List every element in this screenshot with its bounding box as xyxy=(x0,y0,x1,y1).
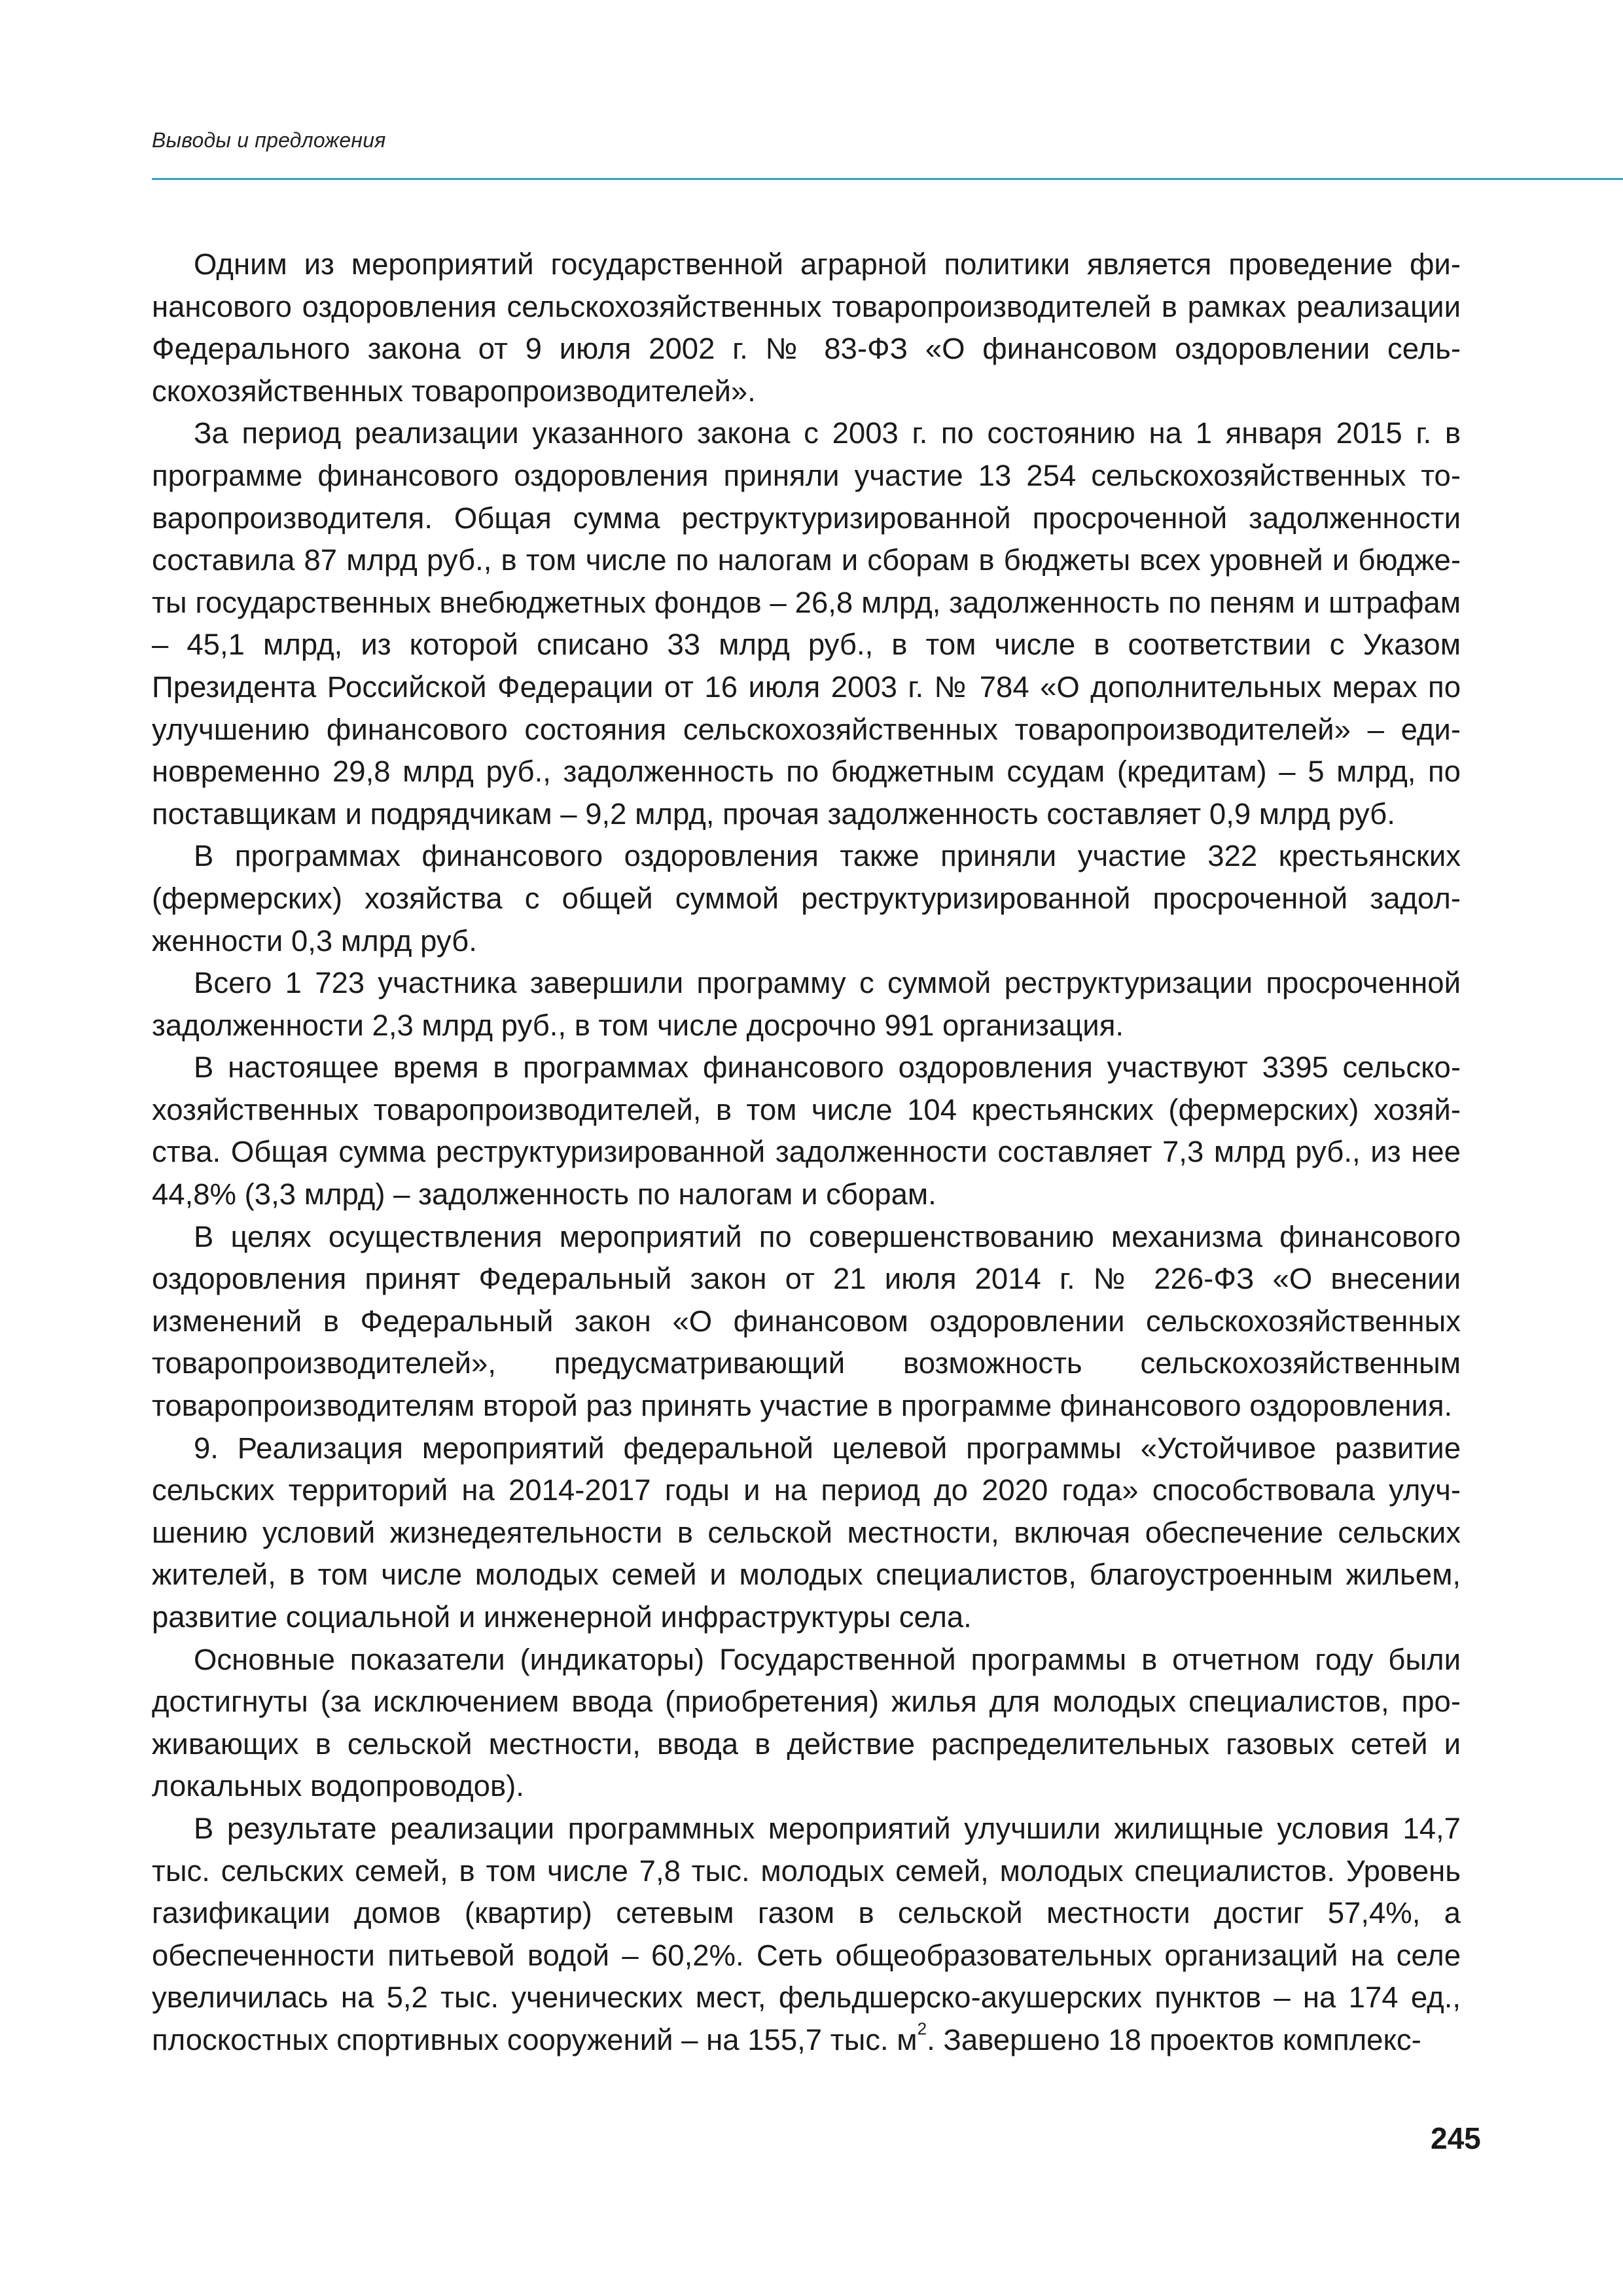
paragraph-9 xyxy=(152,1808,1461,2062)
header-divider xyxy=(152,178,1623,180)
paragraph-6: В целях осуществления мероприятий по совершенствованию механизма финансового оздоровления принят Федеральный закон от 21 июля 2014 г. № 226-ФЗ «О внесении изменений в Федеральный закон «О финансовом оздоровлении сельскохозяйственных товаропроизводителей», предусматривающий возможность сельскохозяйственным товаропроизводителям второй раз принять участие в программе финансового оздоровления. xyxy=(152,1219,1461,1423)
paragraph-4: Всего 1 723 участника завершили программу с суммой реструктуризации просроченной задолженности 2,3 млрд руб., в том числе досрочно 991 организация. xyxy=(152,966,1461,1042)
square-superscript: 2 xyxy=(917,2018,927,2039)
paragraph-5: В настоящее время в программах финансового оздоровления участвуют 3395 сельскохозяйственных товаропроизводителей, в том числе 104 крестьянских (фермерских) хозяйства. Общая сумма реструктуризированной задолженности составляет 7,3 млрд руб., из нее 44,8% (3,3 млрд) – задолженность по налогам и сборам. xyxy=(152,1050,1461,1211)
running-header: Выводы и предложения xyxy=(152,128,386,152)
body-text xyxy=(152,243,1461,2062)
paragraph-8: Основные показатели (индикаторы) Государственной программы в отчетном году были достигнуты (за исключением ввода (приобретения) жилья для молодых специалистов, проживающих в сельской местности, ввода в действие распределительных газовых сетей и локальных водопроводов). xyxy=(152,1642,1461,1803)
paragraph-1: Одним из мероприятий государственной аграрной политики является проведение финансового оздоровления сельскохозяйственных товаропроизводителей в рамках реализации Федерального закона от 9 июля 2002 г. № 83-ФЗ «О финансовом оздоровлении сельскохозяйственных товаропроизводителей». xyxy=(152,247,1461,408)
paragraph-7: 9. Реализация мероприятий федеральной целевой программы «Устойчивое развитие сельских территорий на 2014-2017 годы и на период до 2020 года» способствовала улучшению условий жизнедеятельности в сельской местности, включая обеспечение сельских жителей, в том числе молодых семей и молодых специалистов, благоустроенным жильем, развитие социальной и инженерной инфраструктуры села. xyxy=(152,1431,1461,1634)
paragraph-9-tail: . Завершено 18 проектов комплекс- xyxy=(927,2022,1421,2056)
paragraph-3: В программах финансового оздоровления также приняли участие 322 крестьянских (фермерских) хозяйства с общей суммой реструктуризированной просроченной задолженности 0,3 млрд руб. xyxy=(152,839,1461,958)
page-number: 245 xyxy=(1431,2121,1481,2155)
paragraph-9-text: В результате реализации программных мероприятий улучшили жилищные условия 14,7 тыс. сельских семей, в том числе 7,8 тыс. молодых семей, молодых специалистов. Уровень газификации домов (квартир) сетевым газом в сельской местности достиг 57,4%, а обеспеченности питьевой водой – 60,2%. Сеть общеобразовательных организаций на селе увеличилась на 5,2 тыс. ученических мест, фельдшерско-акушерских пунктов – на 174 ед., плоскостных спортивных сооружений – на 155,7 тыс. м xyxy=(152,1811,1461,2056)
paragraph-2: За период реализации указанного закона с 2003 г. по состоянию на 1 января 2015 г. в программе финансового оздоровления приняли участие 13 254 сельскохозяйственных товаропроизводителя. Общая сумма реструктуризированной просроченной задолженности составила 87 млрд руб., в том числе по налогам и сборам в бюджеты всех уровней и бюджеты государственных внебюджетных фондов – 26,8 млрд, задолженность по пеням и штрафам – 45,1 млрд, из которой списано 33 млрд руб., в том числе в соответствии с Указом Президента Российской Федерации от 16 июля 2003 г. № 784 «О дополнительных мерах по улучшению финансового состояния сельскохозяйственных товаропроизводителей» – единовременно 29,8 млрд руб., задолженность по бюджетным ссудам (кредитам) – 5 млрд, по поставщикам и подрядчикам – 9,2 млрд, прочая задолженность составляет 0,9 млрд руб. xyxy=(152,416,1461,831)
